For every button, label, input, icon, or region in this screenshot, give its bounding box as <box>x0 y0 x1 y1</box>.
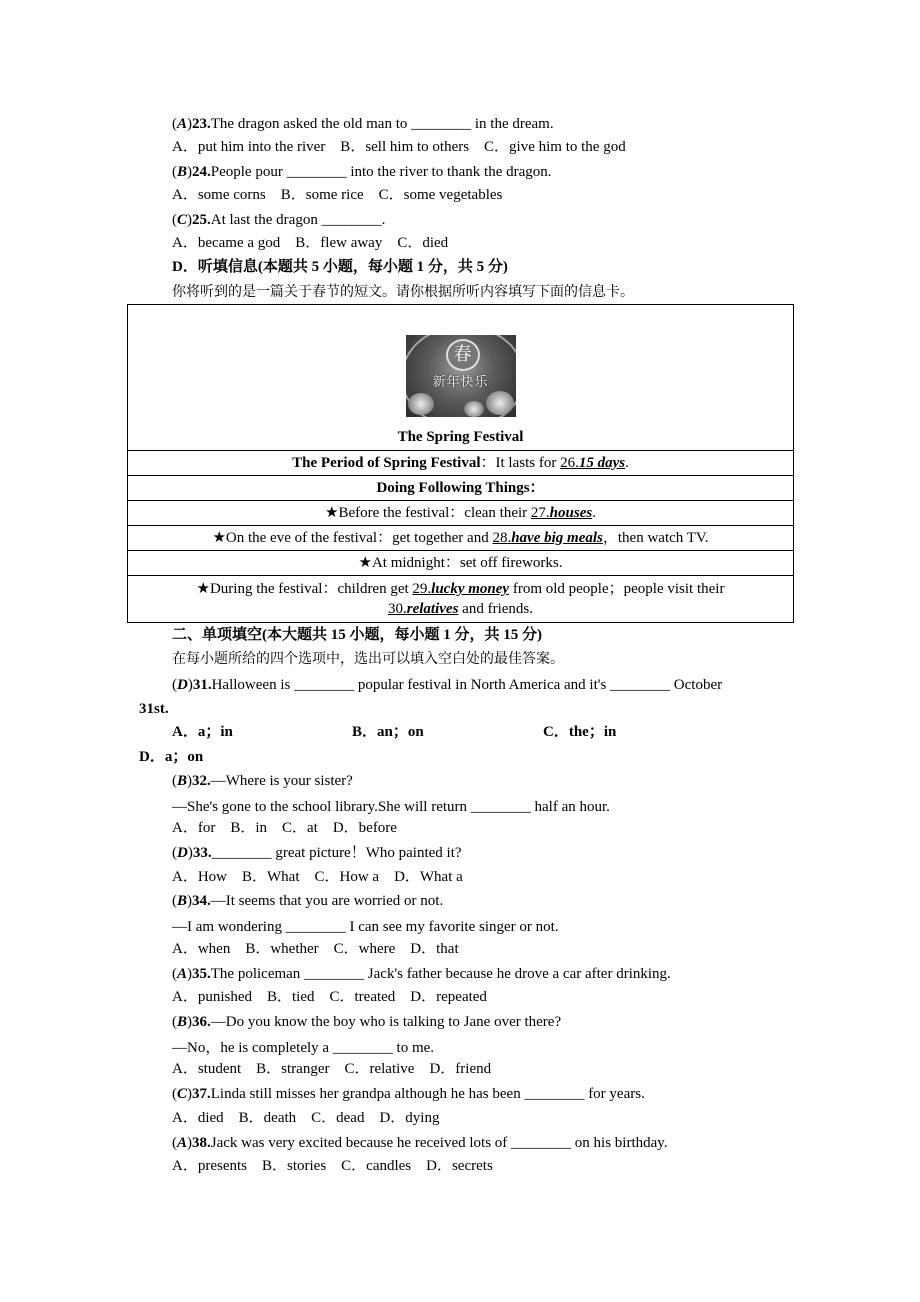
question-32: (B)32.—Where is your sister? <box>172 773 353 789</box>
question-number: 37. <box>192 1086 211 1102</box>
answer-letter: D <box>177 677 188 693</box>
question-text: The dragon asked the old man to ________ in the dream. <box>210 116 554 132</box>
answer-30: relatives <box>406 601 459 617</box>
question-text: ________ great picture！Who painted it? <box>211 845 462 861</box>
question-35: (A)35.The policeman ________ Jack's father because he drove a car after drinking. <box>172 966 671 982</box>
spring-festival-info-card <box>127 304 794 623</box>
answer-letter: C <box>177 212 188 228</box>
eve-row <box>128 526 794 551</box>
answer-26: 15 days <box>578 455 626 471</box>
question-text: People pour ________ into the river to thank the dragon. <box>210 164 552 180</box>
blank-number: 29. <box>412 581 432 597</box>
section-d-title: D．听填信息(本题共 5 小题，每小题 1 分，共 5 分) <box>172 259 508 275</box>
question-text: Halloween is ________ popular festival in North America and it's ________ October <box>211 677 723 693</box>
answer-letter: A <box>177 966 188 982</box>
question-38: (A)38.Jack was very excited because he received lots of ________ on his birthday. <box>172 1135 668 1151</box>
question-number: 32. <box>192 773 211 789</box>
blank-number: 30. <box>388 601 407 617</box>
question-23: (A)23.The dragon asked the old man to ________ in the dream. <box>172 116 554 132</box>
photo-caption: 新年快乐 <box>432 375 489 390</box>
question-text: —It seems that you are worried or not. <box>210 893 444 909</box>
question-34: (B)34.—It seems that you are worried or not. <box>172 893 444 909</box>
answer-letter: A <box>177 1135 188 1151</box>
during-mid: from old people；people visit their <box>509 581 725 597</box>
section-2-instruction: 在每小题所给的四个选项中，选出可以填入空白处的最佳答案。 <box>172 651 564 667</box>
period-row <box>128 451 794 476</box>
during-row <box>128 576 794 623</box>
answer-letter: D <box>177 845 188 861</box>
question-24: (B)24.People pour ________ into the river to thank the dragon. <box>172 164 552 180</box>
things-title: Doing Following Things： <box>128 476 794 501</box>
eve-end: ，then watch TV. <box>602 530 709 546</box>
option-31-b: B．an；on <box>352 724 424 740</box>
section-2-title: 二、单项填空(本大题共 15 小题，每小题 1 分，共 15 分) <box>172 627 542 643</box>
answer-letter: A <box>177 116 188 132</box>
blank-26 <box>560 455 625 471</box>
blank-28 <box>492 530 602 546</box>
question-36: (B)36.—Do you know the boy who is talking to Jane over there? <box>172 1014 562 1030</box>
blank-number: 26. <box>560 455 579 471</box>
question-number: 38. <box>192 1135 211 1151</box>
question-number: 36. <box>192 1014 211 1030</box>
answer-letter: B <box>177 1014 188 1030</box>
question-25: (C)25.At last the dragon ________. <box>172 212 386 228</box>
during-end: and friends. <box>458 601 533 617</box>
option-31-a: A．a；in <box>172 724 233 740</box>
question-32-line2: —She's gone to the school library.She will return ________ half an hour. <box>172 799 610 815</box>
answer-29: lucky money <box>431 581 510 597</box>
period-end: . <box>625 455 629 471</box>
spring-character-icon: 春 <box>446 339 480 371</box>
question-31: (D)31.Halloween is ________ popular festival in North America and it's ________ October <box>172 677 723 693</box>
options-38: A．presents B．stories C．candles D．secrets <box>172 1158 493 1174</box>
answer-28: have big meals <box>511 530 603 546</box>
options-32: A．for B．in C．at D．before <box>172 820 397 836</box>
option-31-c: C．the；in <box>543 724 617 740</box>
before-end: . <box>592 505 596 521</box>
answer-letter: B <box>177 893 188 909</box>
blank-number: 27. <box>530 505 550 521</box>
question-number: 35. <box>192 966 211 982</box>
question-number: 33. <box>192 845 212 861</box>
options-33: A．How B．What C．How a D．What a <box>172 869 463 885</box>
answer-letter: B <box>177 773 188 789</box>
question-text: At last the dragon ________. <box>210 212 386 228</box>
question-number: 24. <box>192 164 211 180</box>
question-text: Linda still misses her grandpa although he has been ________ for years. <box>210 1086 645 1102</box>
period-text: ：It lasts for <box>480 455 561 471</box>
question-number: 34. <box>192 893 211 909</box>
question-33: (D)33.________ great picture！Who painted it? <box>172 845 462 861</box>
card-title: The Spring Festival <box>397 429 524 445</box>
options-35: A．punished B．tied C．treated D．repeated <box>172 989 487 1005</box>
options-34: A．when B．whether C．where D．that <box>172 941 459 957</box>
question-text: The policeman ________ Jack's father because he drove a car after drinking. <box>210 966 671 982</box>
before-text: ★Before the festival：clean their <box>325 505 531 521</box>
blank-27 <box>531 505 592 521</box>
question-36-line2: —No，he is completely a ________ to me. <box>172 1040 435 1056</box>
question-34-line2: —I am wondering ________ I can see my favorite singer or not. <box>172 919 559 935</box>
answer-letter: B <box>177 164 188 180</box>
question-number: 25. <box>192 212 211 228</box>
new-year-photo <box>406 335 516 417</box>
eve-text: ★On the eve of the festival：get together and <box>212 530 493 546</box>
question-text: —Where is your sister? <box>210 773 353 789</box>
answer-letter: C <box>177 1086 188 1102</box>
option-31-d: D．a；on <box>139 749 204 765</box>
options-25: A．became a god B．flew away C．died <box>172 235 449 251</box>
blank-30 <box>388 601 458 617</box>
question-text: Jack was very excited because he received lots of ________ on his birthday. <box>210 1135 668 1151</box>
options-37: A．died B．death C．dead D．dying <box>172 1110 440 1126</box>
blank-29 <box>412 581 509 597</box>
question-text: —Do you know the boy who is talking to Jane over there? <box>210 1014 562 1030</box>
period-label: The Period of Spring Festival <box>292 455 481 471</box>
answer-27: houses <box>549 505 593 521</box>
options-23: A．put him into the river B．sell him to others C．give him to the god <box>172 139 626 155</box>
blank-number: 28. <box>492 530 512 546</box>
options-36: A．student B．stranger C．relative D．friend <box>172 1061 492 1077</box>
section-d-instruction: 你将听到的是一篇关于春节的短文。请你根据所听内容填写下面的信息卡。 <box>172 284 634 300</box>
question-number: 31. <box>192 677 212 693</box>
question-31-continued: 31st. <box>139 701 169 717</box>
options-24: A．some corns B．some rice C．some vegetables <box>172 187 503 203</box>
card-header-cell <box>128 305 794 451</box>
question-number: 23. <box>192 116 211 132</box>
during-text: ★During the festival：children get <box>196 581 413 597</box>
before-row <box>128 501 794 526</box>
midnight-row: ★At midnight：set off fireworks. <box>128 551 794 576</box>
question-37: (C)37.Linda still misses her grandpa although he has been ________ for years. <box>172 1086 645 1102</box>
